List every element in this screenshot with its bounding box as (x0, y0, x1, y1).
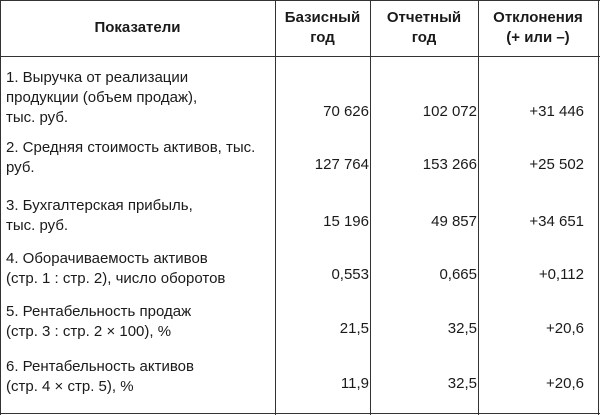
row-1-label (6, 68, 271, 128)
header-divider (0, 56, 600, 57)
header-indicators-line: Показатели (94, 19, 181, 36)
row-2-label-line: 2. Средняя стоимость активов, тыс. (6, 139, 256, 156)
row-2-report-value: 153 266 (422, 156, 477, 173)
row-5-report-value: 32,5 (447, 320, 477, 337)
row-3-label (6, 196, 271, 236)
row-3-base-value: 15 196 (323, 213, 369, 230)
row-6-base-value: 11,9 (340, 375, 369, 392)
row-4-deviation-value: +0,112 (538, 266, 584, 283)
header-report-line-2: год (411, 29, 437, 46)
table-bottom-border (0, 413, 600, 414)
row-3-deviation-value: +34 651 (529, 213, 584, 230)
header-base-line-1: Базисный (284, 9, 361, 26)
header-indicators (0, 0, 275, 56)
column-divider-2 (370, 0, 371, 415)
row-5-label (6, 302, 271, 342)
header-base-year (275, 0, 370, 56)
table-left-border (0, 0, 1, 415)
row-1-label-line: тыс. руб. (6, 109, 69, 126)
row-2-label-line: руб. (6, 159, 35, 176)
row-5-base-value: 21,5 (339, 320, 369, 337)
header-deviation (478, 0, 598, 56)
row-5-label-line: (стр. 3 : стр. 2 × 100), % (6, 323, 172, 340)
row-6-report-value: 32,5 (447, 375, 477, 392)
header-base-line-2: год (310, 29, 335, 46)
row-6-deviation-value: +20,6 (546, 375, 584, 392)
row-6-label (6, 357, 271, 397)
row-4-label-line: (стр. 1 : стр. 2), число оборотов (6, 270, 226, 287)
row-1-label-line: 1. Выручка от реализации (6, 69, 189, 86)
row-1-label-line: продукции (объем продаж), (6, 89, 198, 106)
row-3-label-line: тыс. руб. (6, 217, 69, 234)
row-3-report-value: 49 857 (431, 213, 477, 230)
header-deviation-line-2: (+ или –) (506, 29, 570, 46)
row-2-deviation-value: +25 502 (529, 156, 584, 173)
row-1-base-value: 70 626 (323, 103, 369, 120)
row-5-label-line: 5. Рентабельность продаж (6, 303, 192, 320)
row-5-deviation-value: +20,6 (546, 320, 584, 337)
row-4-base-value: 0,553 (331, 266, 369, 283)
row-1-report-value: 102 072 (422, 103, 477, 120)
header-deviation-line-1: Отклонения (493, 9, 583, 26)
row-4-label (6, 249, 271, 289)
table-right-border (598, 0, 599, 415)
header-report-year (370, 0, 478, 56)
row-4-label-line: 4. Оборачиваемость активов (6, 250, 208, 267)
column-divider-3 (478, 0, 479, 415)
row-1-deviation-value: +31 446 (529, 103, 584, 120)
row-4-report-value: 0,665 (439, 266, 477, 283)
row-2-label (6, 138, 271, 178)
header-report-line-1: Отчетный (386, 9, 462, 26)
row-2-base-value: 127 764 (314, 156, 369, 173)
row-3-label-line: 3. Бухгалтерская прибыль, (6, 197, 193, 214)
row-6-label-line: (стр. 4 × стр. 5), % (6, 378, 134, 395)
column-divider-1 (275, 0, 276, 415)
row-6-label-line: 6. Рентабельность активов (6, 358, 194, 375)
